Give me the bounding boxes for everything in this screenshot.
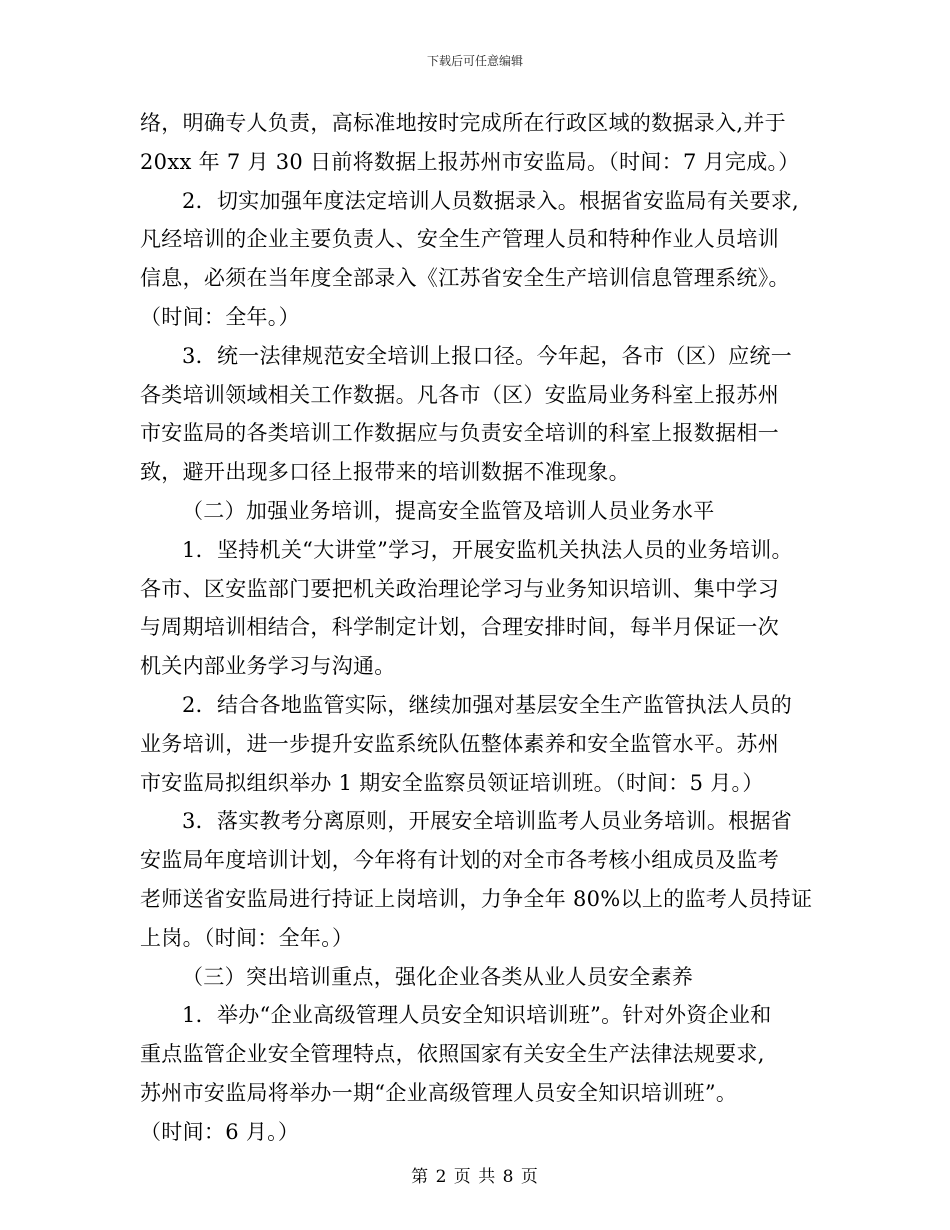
text-line: 致，避开出现多口径上报带来的培训数据不准现象。 (140, 460, 630, 485)
text-line: 上岗。（时间：全年。） (140, 925, 354, 950)
text-line: 老师送省安监局进行持证上岗培训，力争全年 80%以上的监考人员持证 (140, 886, 813, 911)
document-body (140, 104, 820, 1152)
text-line: （三）突出培训重点，强化企业各类从业人员安全素养 (182, 964, 694, 989)
text-line: 2．结合各地监管实际，继续加强对基层安全生产监管执法人员的 (182, 692, 793, 717)
text-line: 市安监局的各类培训工作数据应与负责安全培训的科室上报数据相一 (140, 421, 779, 446)
text-line: 各类培训领域相关工作数据。凡各市（区）安监局业务科室上报苏州 (140, 382, 779, 407)
text-line: 络，明确专人负责，高标准地按时完成所在行政区域的数据录入,并于 (140, 111, 786, 135)
text-line: 重点监管企业安全管理特点，依照国家有关安全生产法律法规要求, (140, 1042, 765, 1067)
text-line: 与周期培训相结合，科学制定计划，合理安排时间，每半月保证一次 (140, 615, 779, 640)
text-line: 安监局年度培训计划，今年将有计划的对全市各考核小组成员及监考 (140, 848, 779, 873)
text-line: 业务培训，进一步提升安监系统队伍整体素养和安全监管水平。苏州 (140, 731, 779, 756)
text-line: 3．落实教考分离原则，开展安全培训监考人员业务培训。根据省 (182, 809, 793, 834)
text-line: 市安监局拟组织举办 1 期安全监察员领证培训班。（时间：5 月。） (140, 770, 764, 795)
text-line: 1．举办“企业高级管理人员安全知识培训班”。针对外资企业和 (182, 1003, 772, 1028)
text-line: 信息，必须在当年度全部录入《江苏省安全生产培训信息管理系统》。 (140, 266, 790, 291)
text-line: 3．统一法律规范安全培训上报口径。今年起，各市（区）应统一 (182, 343, 793, 368)
text-line: （时间：6 月。） (140, 1119, 300, 1144)
text-line: （时间：全年。） (140, 304, 300, 329)
text-line: 1．坚持机关“大讲堂”学习，开展安监机关执法人员的业务培训。 (182, 537, 793, 562)
text-line: 各市、区安监部门要把机关政治理论学习与业务知识培训、集中学习 (140, 576, 779, 601)
text-line: 机关内部业务学习与沟通。 (140, 654, 396, 679)
text-line: 20xx 年 7 月 30 日前将数据上报苏州市安监局。（时间：7 月完成。） (140, 149, 800, 174)
page-header: 下载后可任意编辑 (426, 54, 523, 68)
text-line: （二）加强业务培训，提高安全监管及培训人员业务水平 (182, 498, 715, 523)
page-footer: 第 2 页 共 8 页 (411, 1167, 539, 1187)
text-line: 2．切实加强年度法定培训人员数据录入。根据省安监局有关要求, (182, 188, 800, 213)
text-line: 凡经培训的企业主要负责人、安全生产管理人员和特种作业人员培训 (140, 227, 779, 252)
text-line: 苏州市安监局将举办一期“企业高级管理人员安全知识培训班”。 (140, 1080, 738, 1105)
